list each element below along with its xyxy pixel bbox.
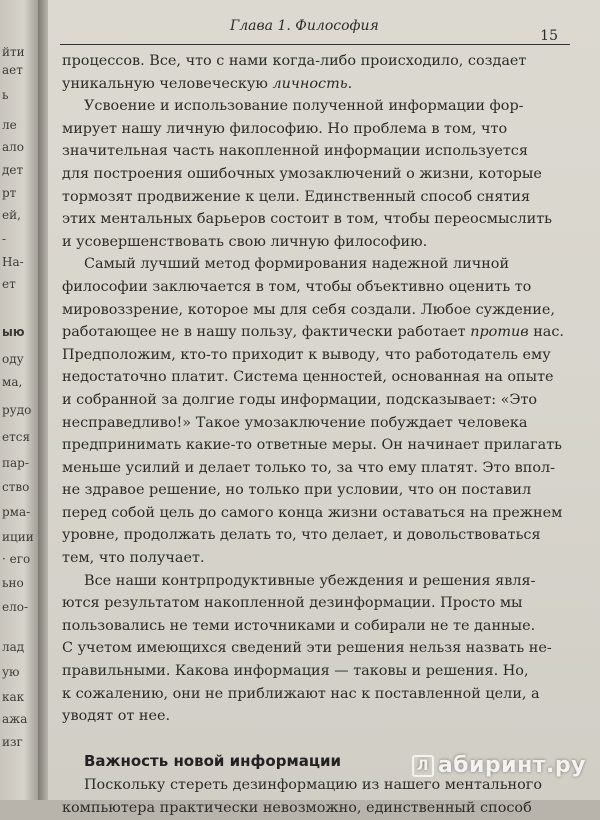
text-line: Все наши контрпродуктивные убеждения и решения явля-	[84, 572, 536, 589]
section-heading: Важность новой информации	[84, 751, 341, 770]
book-page	[48, 0, 600, 816]
watermark-text: абиринт.ру	[437, 753, 586, 778]
text-line: работающее не в нашу пользу, фактически работает против нас.	[62, 324, 565, 341]
text-line: недостаточно платит. Система ценностей, основанная на опыте	[62, 369, 554, 386]
left-page-fragment: ьно	[2, 576, 24, 590]
left-page-fragment: ей,	[2, 208, 21, 222]
text-line: уровне, продолжать делать то, что делает, и довольствоваться	[62, 527, 541, 544]
text-line: и усовершенствовать свою личную философию.	[62, 233, 428, 250]
left-page-fragment: рудо	[2, 403, 32, 417]
text-line: меньше усилий и делает только то, за что ему платят. Это впол-	[62, 459, 556, 476]
left-page-fragment: рт	[2, 186, 17, 200]
left-page-fragment: ет	[2, 277, 16, 291]
text-line: тормозят продвижение к цели. Единственный способ снятия	[62, 188, 531, 205]
left-page-fragment: ыю	[2, 325, 25, 339]
text-line: значительная часть накопленной информации используется	[62, 143, 528, 160]
text-line: С учетом имеющихся сведений эти решения нельзя назвать не-	[62, 640, 552, 657]
text-line: уводят от нее.	[62, 708, 171, 725]
left-page-fragment: как	[2, 690, 25, 704]
left-page-fragment: · его	[2, 552, 31, 566]
left-page-fragment: ую	[2, 665, 20, 679]
left-page-fragment: пар-	[2, 456, 29, 470]
text-line: предпринимать какие-то ответные меры. Он начинает прилагать	[62, 437, 562, 454]
left-page-fragment: изг	[2, 735, 23, 749]
text-line: Предположим, кто-то приходит к выводу, что работодатель ему	[62, 346, 551, 363]
left-page-fragment: ство	[2, 480, 30, 494]
text-line: этих ментальных барьеров состоит в том, чтобы переосмыслить	[62, 211, 553, 228]
left-page-fragment: ало	[2, 140, 25, 154]
text-line: к сожалению, они не приближают нас к поставленной цели, а	[62, 685, 540, 702]
text-line: перед собой цель до самого конца жизни оставаться на прежнем	[62, 504, 563, 521]
text-line: уникальную человеческую личность.	[62, 75, 353, 92]
text-line: правильными. Какова информация — таковы и решения. Но,	[62, 663, 529, 680]
text-line: пользовались не теми источниками и собирали не те данные.	[62, 617, 536, 634]
chapter-title: Глава 1. Философия	[230, 18, 379, 34]
text-line: тем, что получает.	[62, 550, 205, 567]
left-page-fragment: ется	[2, 430, 31, 444]
left-page-fragment: ажа	[2, 712, 28, 726]
text-line: для построения ошибочных умозаключений о жизни, которые	[62, 165, 542, 182]
text-line: не здравое решение, но только при условии, что он поставил	[62, 482, 532, 499]
left-page-fragment: иции	[2, 530, 34, 544]
left-page-fragment: -	[2, 232, 7, 246]
left-page-fragment: оду	[2, 352, 24, 366]
text-line: мировоззрение, которое мы для себя создали. Любое суждение,	[62, 301, 555, 318]
page-number: 15	[540, 28, 558, 44]
left-page-edge	[0, 0, 40, 800]
text-line: ются результатом накопленной дезинформации. Просто мы	[62, 595, 523, 612]
text-line: Усвоение и использование полученной информации фор-	[84, 98, 524, 115]
left-page-fragment: рма-	[2, 505, 31, 519]
left-page-fragment: ма,	[2, 375, 23, 389]
text-line: мирует нашу личную философию. Но проблема в том, что	[62, 120, 508, 137]
left-page-fragment: ело-	[2, 600, 29, 614]
text-line: Поскольку стереть дезинформацию из нашего ментального	[84, 777, 542, 794]
left-page-fragment: На-	[2, 255, 24, 269]
text-line: и собранной за долгие годы информации, подсказывает: «Это	[62, 391, 538, 408]
labirint-watermark	[412, 753, 586, 778]
text-line: Самый лучший метод формирования надежной личной	[84, 256, 510, 273]
text-line: компьютера практически невозможно, единственный способ	[62, 800, 532, 816]
left-page-fragment: ает	[2, 63, 23, 77]
text-line: философии заключается в том, чтобы объективно оценить то	[62, 278, 532, 295]
body-text	[62, 50, 574, 820]
running-header	[60, 10, 570, 45]
left-page-fragment: лад	[2, 640, 25, 654]
left-page-fragment: ле	[2, 118, 17, 132]
left-page-fragment: йти	[2, 45, 25, 59]
left-page-fragment: дет	[2, 163, 24, 177]
left-page-fragment: ь	[2, 88, 9, 102]
text-line: процессов. Все, что с нами когда-либо происходило, создает	[62, 53, 527, 69]
labirint-logo-icon: Л	[412, 755, 434, 777]
text-line: несправедливо!» Такое умозаключение побуждает человека	[62, 414, 528, 431]
